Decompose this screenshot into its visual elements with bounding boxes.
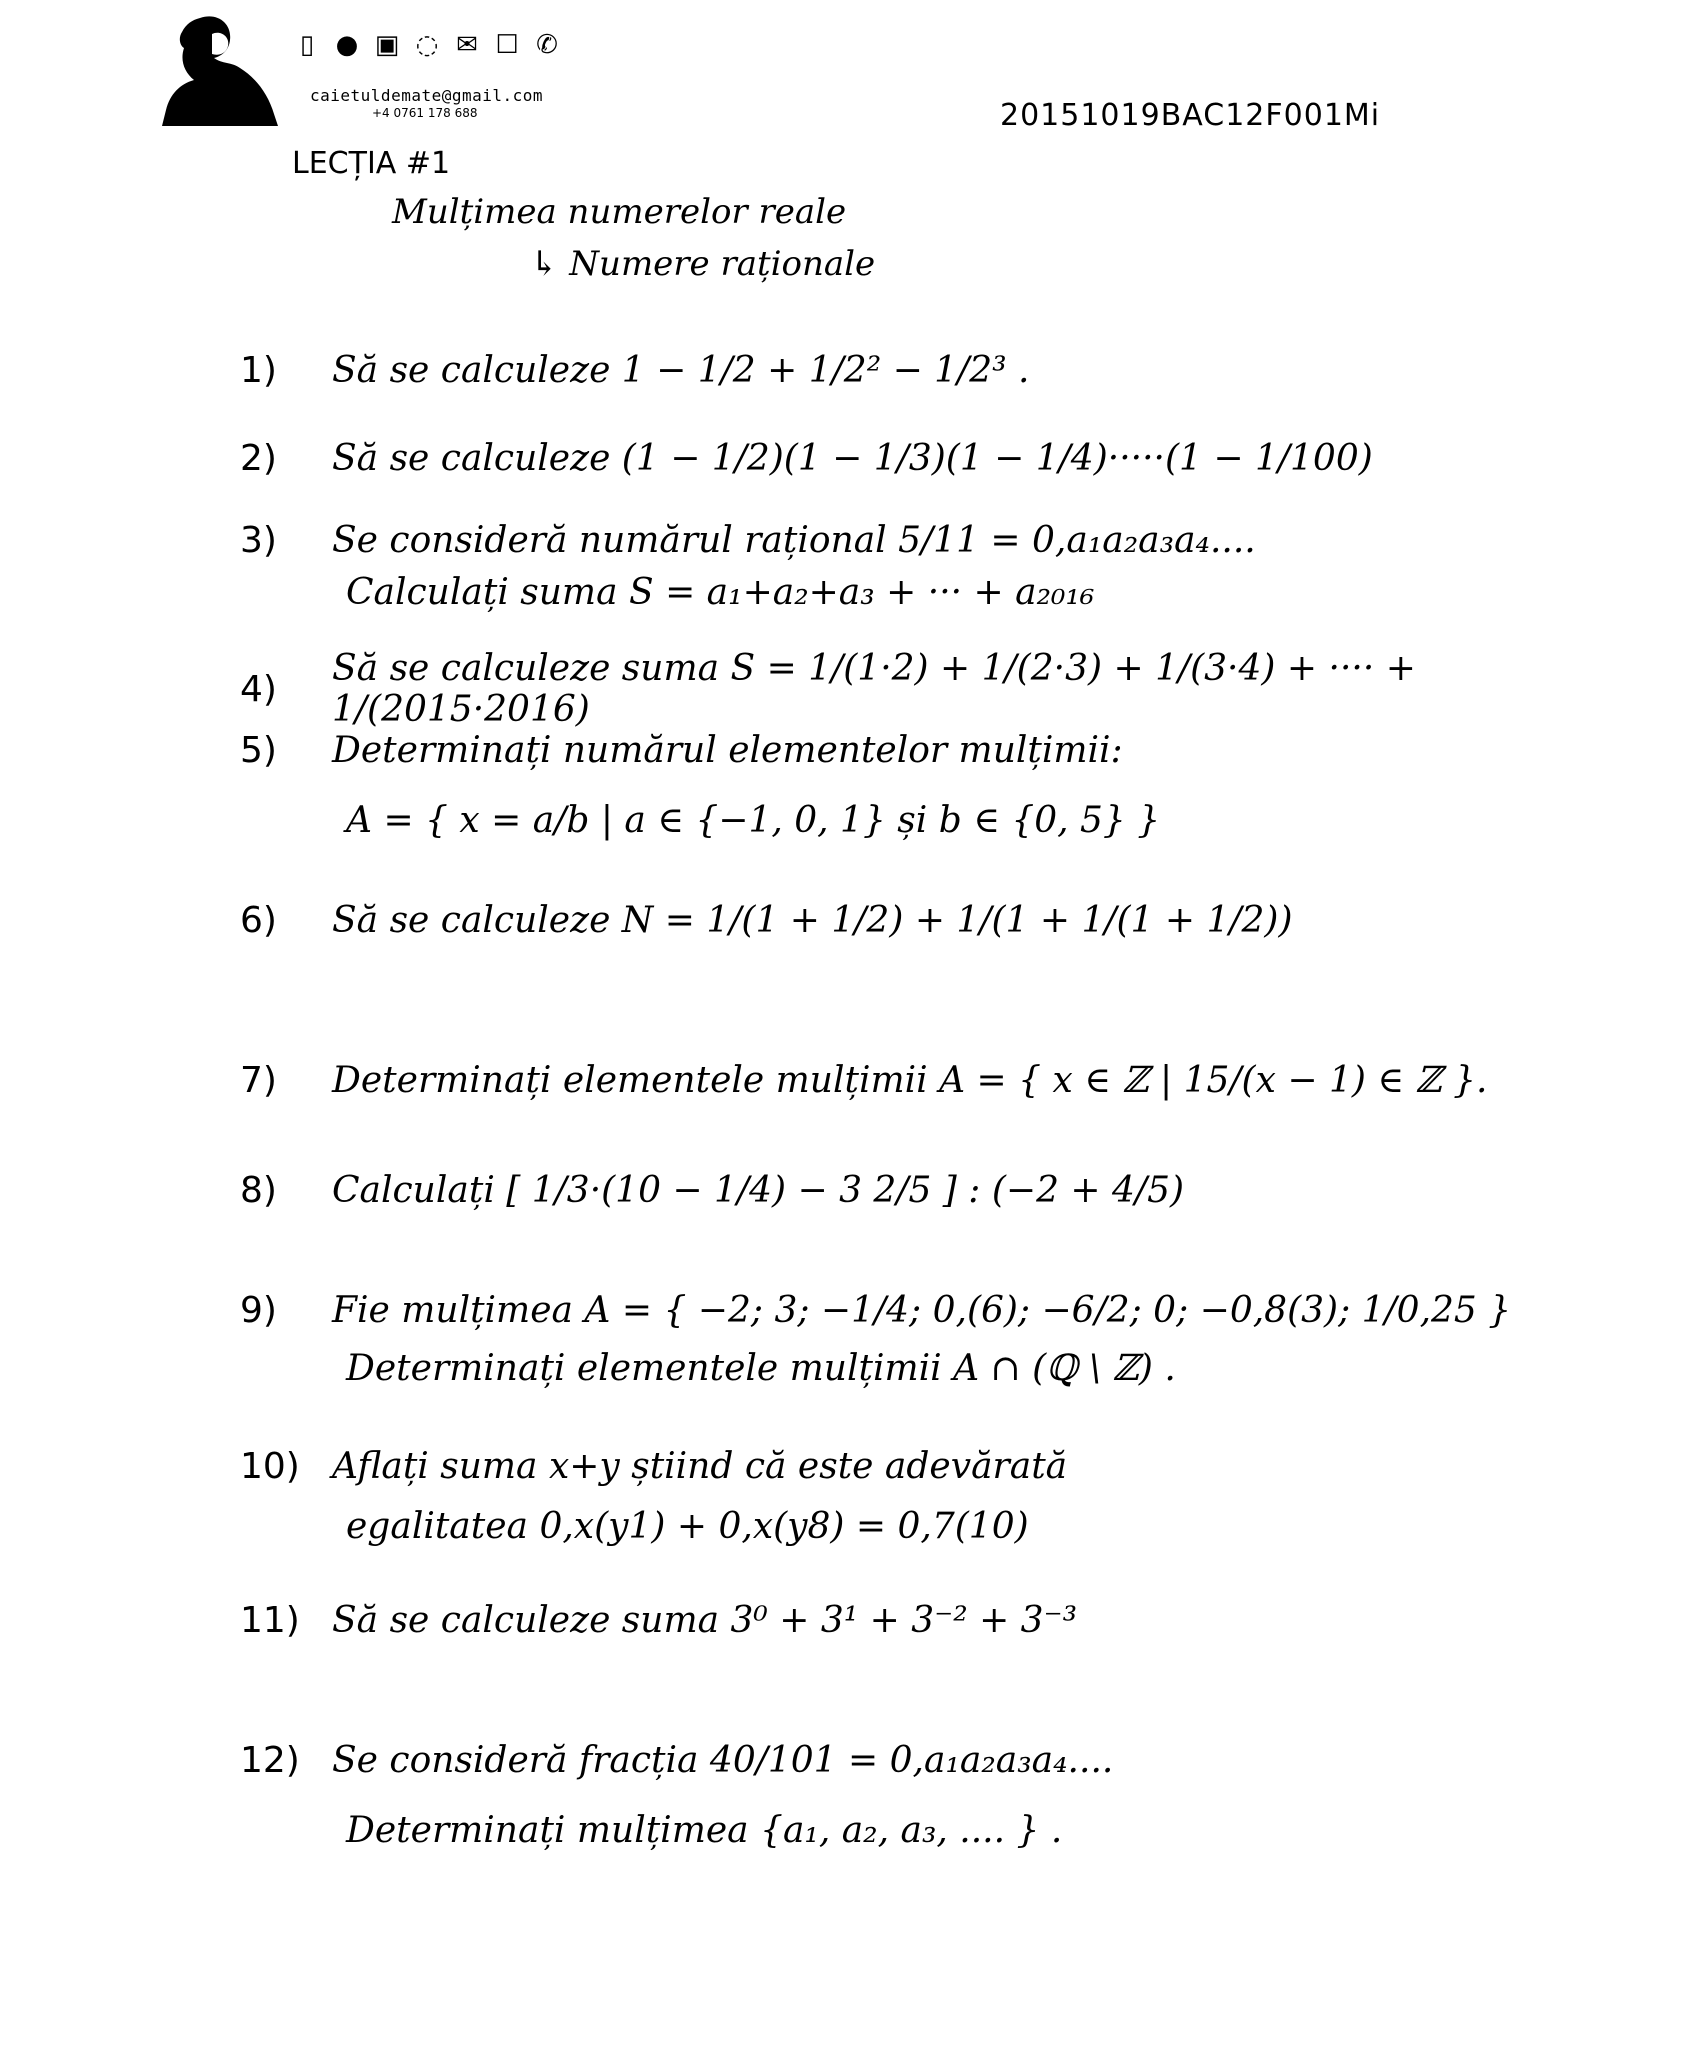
contact-icons: [292, 28, 562, 62]
problem-text-continued: Determinați mulțimea {a₁, a₂, a₃, .... } .: [346, 1810, 1063, 1851]
problem-item: [240, 900, 1570, 941]
problem-number: 7): [240, 1060, 277, 1101]
problem-number: 4): [240, 668, 277, 710]
problem-number: 6): [240, 900, 277, 941]
problem-number: 10): [240, 1446, 300, 1487]
problem-text-continued: Calculați suma S = a₁+a₂+a₃ + ··· + a₂₀₁₆: [346, 572, 1095, 613]
problem-number: 3): [240, 520, 277, 561]
problem-text: Să se calculeze (1 − 1/2)(1 − 1/3)(1 − 1/4)·····(1 − 1/100): [332, 438, 1373, 479]
problem-text: Se consideră numărul rațional 5/11 = 0,a₁a₂a₃a₄....: [332, 520, 1256, 561]
problem-item: [240, 1446, 1570, 1487]
problem-text: Determinați numărul elementelor mulțimii:: [332, 730, 1123, 771]
problem-item: [240, 1170, 1570, 1211]
problem-text: Se consideră fracția 40/101 = 0,a₁a₂a₃a₄....: [332, 1740, 1114, 1781]
problem-text: Fie mulțimea A = { −2; 3; −1/4; 0,(6); −6/2; 0; −0,8(3); 1/0,25 }: [332, 1290, 1512, 1331]
document-id: 20151019BAC12F001Mi: [1000, 98, 1381, 133]
touch-icon: ☐: [495, 30, 519, 60]
call-icon: ✆: [536, 30, 558, 60]
problem-text-continued: A = { x = a/b | a ∈ {−1, 0, 1} și b ∈ {0, 5} }: [346, 800, 1161, 841]
problem-number: 2): [240, 438, 277, 479]
clock-24-7-icon: ◌: [415, 30, 439, 60]
problem-number: 1): [240, 350, 277, 391]
problem-item: [240, 1060, 1570, 1101]
mail-icon: ✉: [456, 30, 478, 60]
problem-text: Să se calculeze 1 − 1/2 + 1/2² − 1/2³ .: [332, 350, 1030, 391]
problem-item: [240, 1290, 1570, 1331]
subtopic-title: ↳ Numere raționale: [530, 244, 876, 284]
computer-icon: ▣: [374, 30, 400, 60]
problem-item: [240, 350, 1570, 391]
problem-item: [240, 648, 1570, 731]
lesson-title: LECȚIA #1: [292, 146, 451, 181]
problem-text: Să se calculeze suma S = 1/(1·2) + 1/(2·3) + 1/(3·4) + ···· + 1/(2015·2016): [332, 648, 1416, 731]
problem-number: 9): [240, 1290, 277, 1331]
problem-text: Să se calculeze N = 1/(1 + 1/2) + 1/(1 + 1/(1 + 1/2)): [332, 900, 1293, 941]
problem-text: Calculați [ 1/3·(10 − 1/4) − 3 2/5 ] : (−2 + 4/5): [332, 1170, 1185, 1211]
problem-text-continued: egalitatea 0,x(y1) + 0,x(y8) = 0,7(10): [346, 1506, 1029, 1547]
problem-text: Aflați suma x+y știind că este adevărată: [332, 1446, 1068, 1487]
contact-phone: +4 0761 178 688: [372, 106, 478, 120]
problem-item: [240, 730, 1570, 771]
problem-text: Determinați elementele mulțimii A = { x ∈ ℤ | 15/(x − 1) ∈ ℤ }.: [332, 1060, 1488, 1101]
problem-number: 5): [240, 730, 277, 771]
problem-item: [240, 1740, 1570, 1781]
problem-text-continued: Determinați elementele mulțimii A ∩ (ℚ \ ℤ) .: [346, 1348, 1176, 1389]
contact-email: caietuldemate@gmail.com: [310, 86, 544, 105]
phone-icon: ▯: [299, 30, 315, 60]
problem-item: [240, 520, 1570, 561]
problem-item: [240, 438, 1570, 479]
problem-number: 8): [240, 1170, 277, 1211]
problem-number: 12): [240, 1740, 300, 1781]
problem-item: [240, 1600, 1570, 1641]
topic-title: Mulțimea numerelor reale: [392, 192, 847, 232]
problem-text: Să se calculeze suma 3⁰ + 3¹ + 3⁻² + 3⁻³: [332, 1600, 1078, 1641]
chat-icon: ●: [335, 30, 359, 60]
problem-number: 11): [240, 1600, 300, 1641]
logo-thinker-silhouette: [160, 14, 290, 126]
